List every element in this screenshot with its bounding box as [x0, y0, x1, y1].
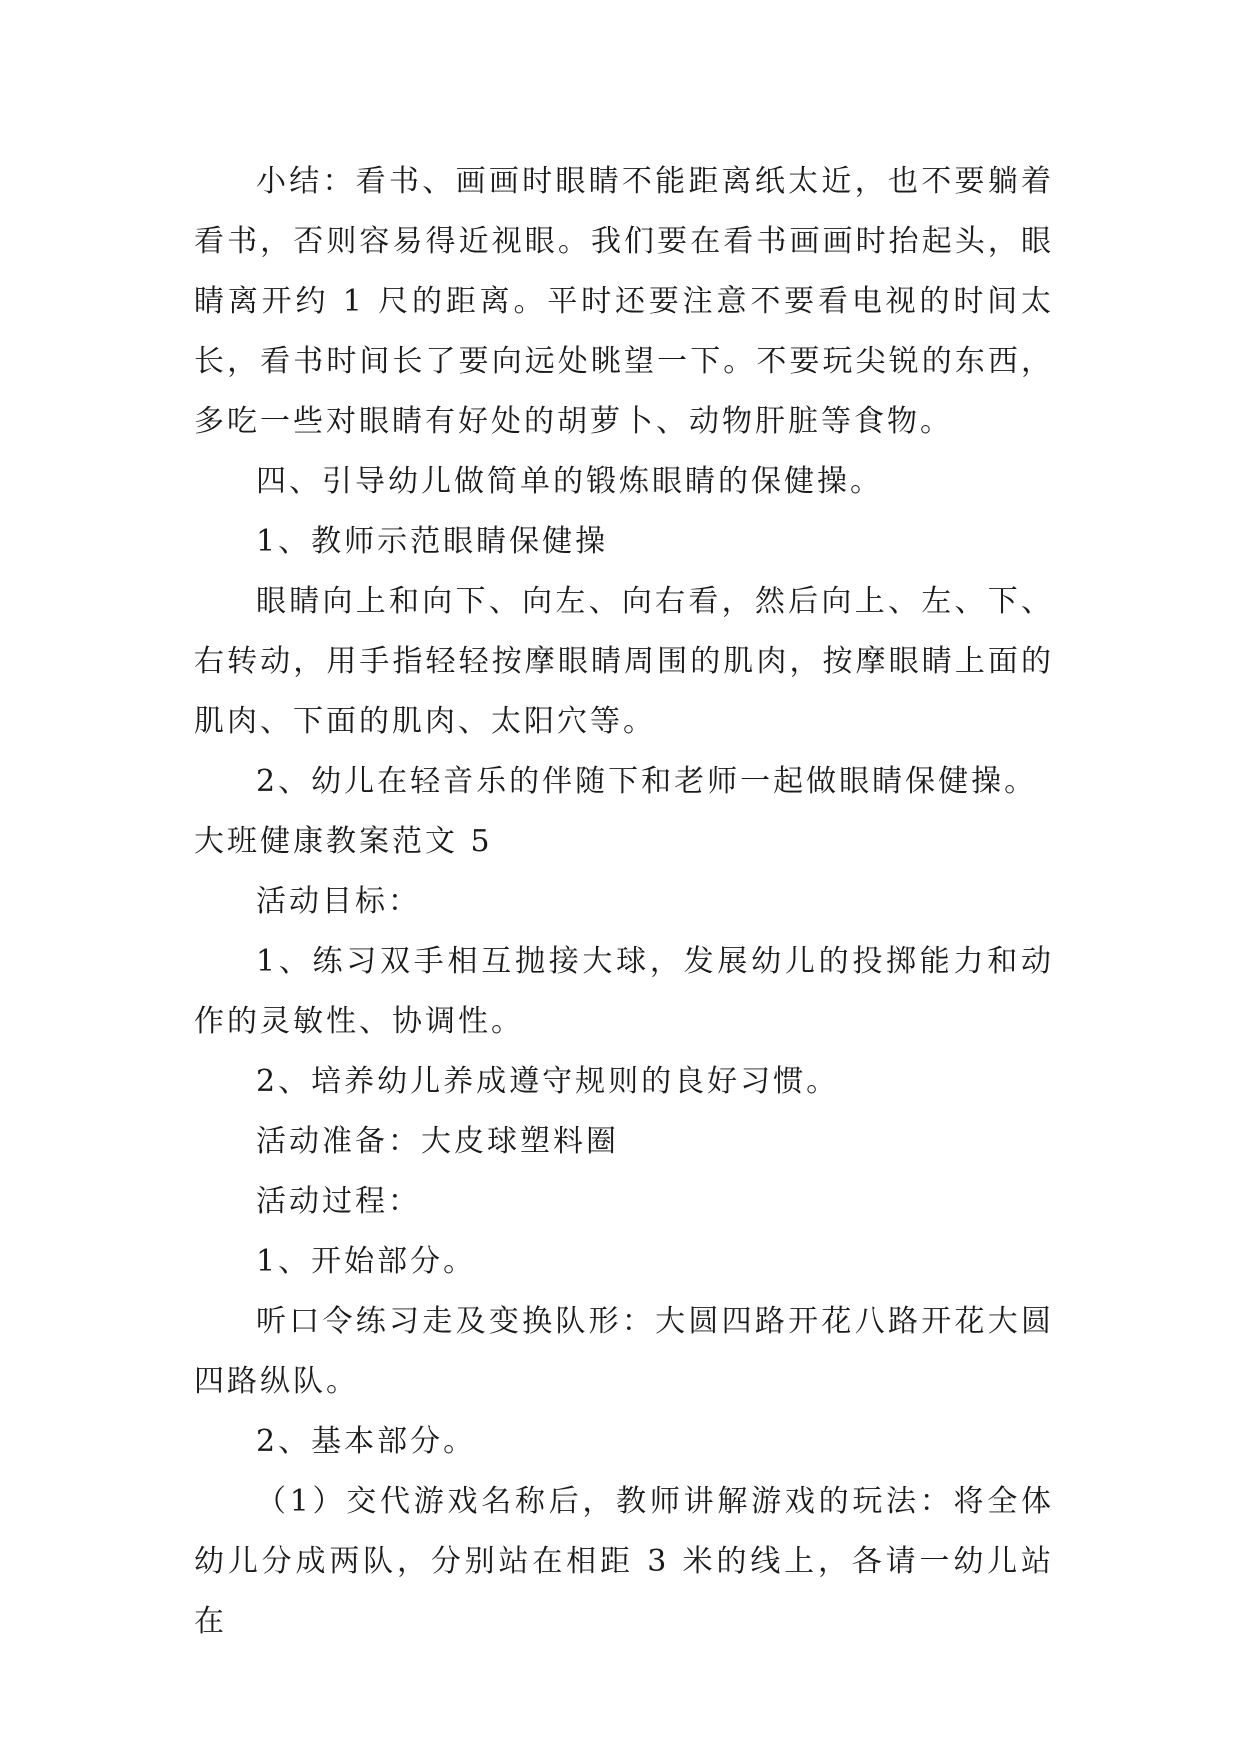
summary-paragraph: 小结：看书、画画时眼睛不能距离纸太近，也不要躺着看书，否则容易得近视眼。我们要在看书画画时抬起头，眼睛离开约 1 尺的距离。平时还要注意不要看电视的时间太长，看书时间长了要向远处眺望一下。不要玩尖锐的东西，多吃一些对眼睛有好处的胡萝卜、动物肝脏等食物。 — [194, 164, 1054, 439]
formation-paragraph: 听口令练习走及变换队形：大圆四路开花八路开花大圆四路纵队。 — [194, 1304, 1054, 1399]
step-four-heading: 四、引导幼儿做简单的锻炼眼睛的保健操。 — [256, 464, 883, 499]
goal-item-1: 1、练习双手相互抛接大球，发展幼儿的投掷能力和动作的灵敏性、协调性。 — [194, 944, 1054, 1039]
teacher-demo-item: 1、教师示范眼睛保健操 — [256, 524, 609, 559]
document-body — [194, 152, 1054, 1652]
eye-exercise-paragraph: 眼睛向上和向下、向左、向右看，然后向上、左、下、右转动，用手指轻轻按摩眼睛周围的肌肉，按摩眼睛上面的肌肉、下面的肌肉、太阳穴等。 — [194, 584, 1054, 739]
basic-part-item: 2、基本部分。 — [256, 1424, 477, 1459]
section-title: 大班健康教案范文 5 — [194, 824, 493, 859]
game-rules-paragraph: （1）交代游戏名称后，教师讲解游戏的玩法：将全体幼儿分成两队，分别站在相距 3 米的线上，各请一幼儿站在 — [194, 1484, 1054, 1639]
activity-preparation: 活动准备：大皮球塑料圈 — [256, 1124, 619, 1159]
activity-goals-heading: 活动目标： — [256, 884, 421, 919]
children-exercise-item: 2、幼儿在轻音乐的伴随下和老师一起做眼睛保健操。 — [256, 764, 1038, 799]
activity-process-heading: 活动过程： — [256, 1184, 421, 1219]
goal-item-2: 2、培养幼儿养成遵守规则的良好习惯。 — [256, 1064, 840, 1099]
start-part-item: 1、开始部分。 — [256, 1244, 477, 1279]
